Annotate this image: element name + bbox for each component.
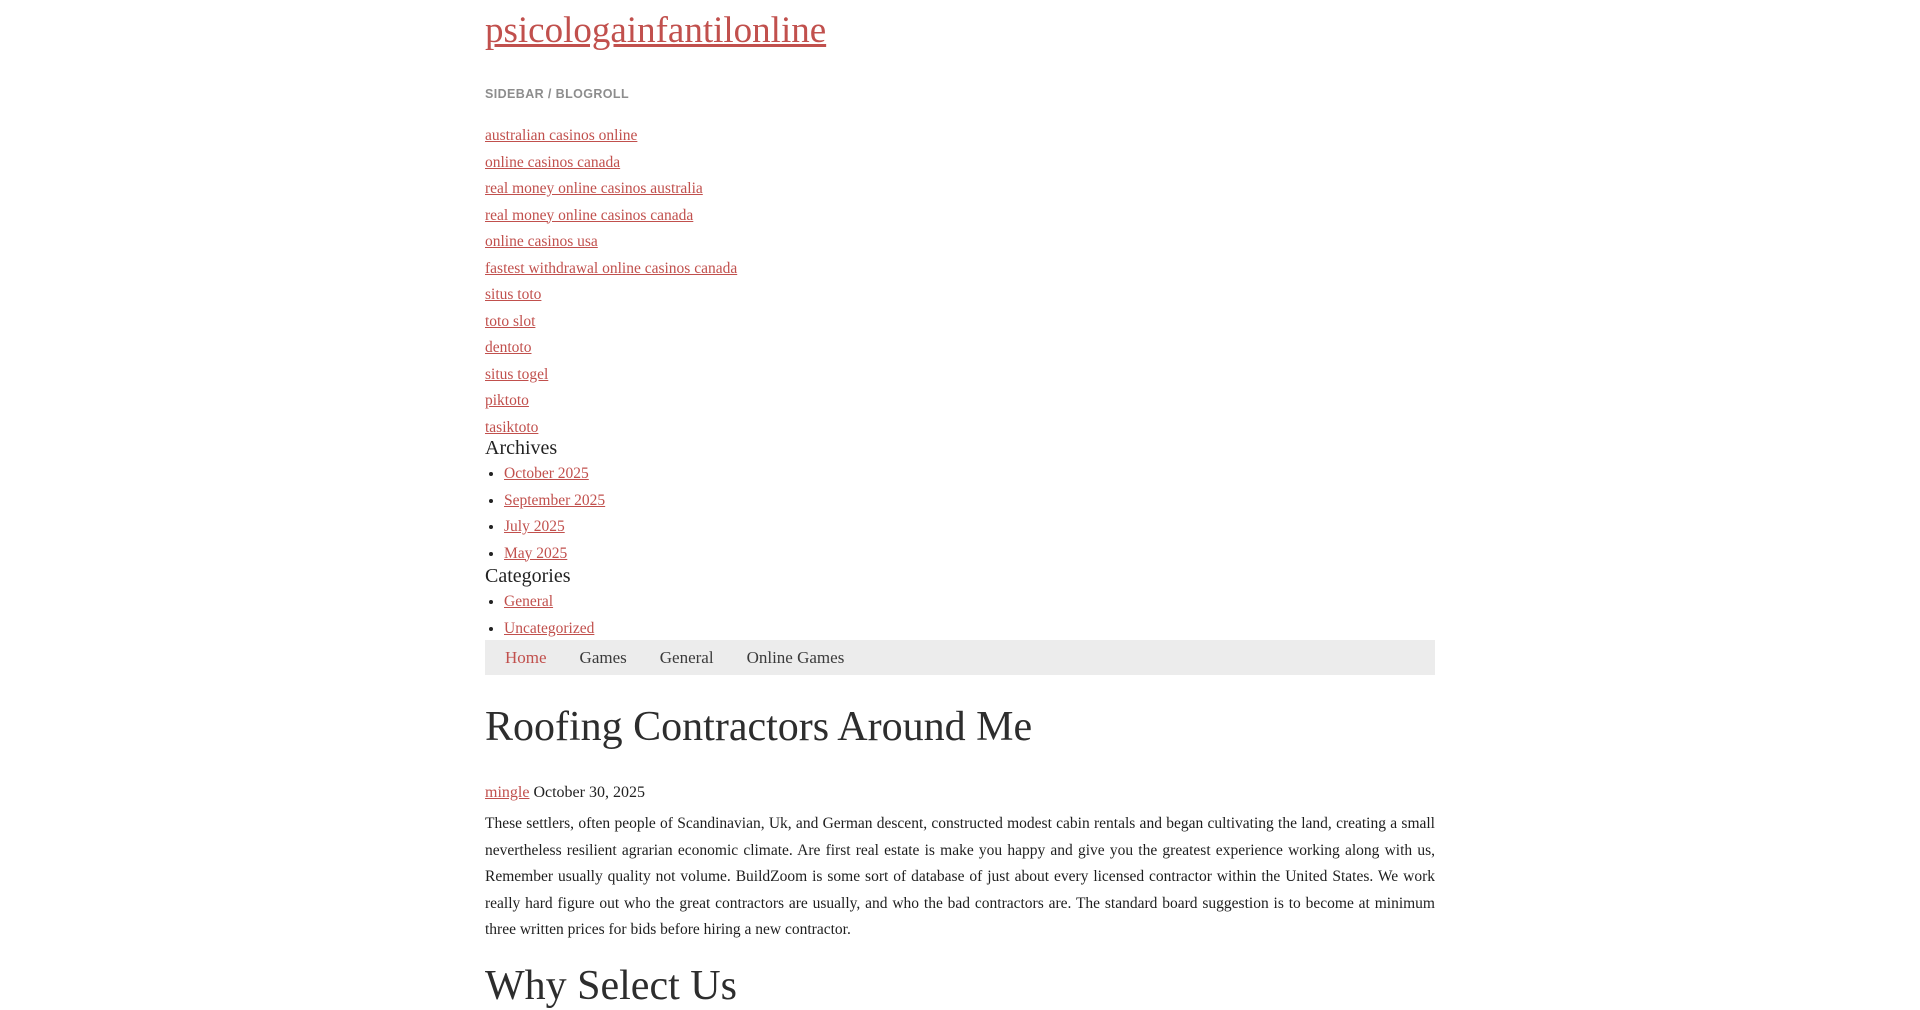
blogroll-link[interactable]: toto slot <box>485 312 536 330</box>
category-item <box>504 589 1435 616</box>
author-link[interactable]: mingle <box>485 784 530 801</box>
categories-list <box>485 589 1435 642</box>
blogroll-link[interactable]: fastest withdrawal online casinos canada <box>485 259 738 277</box>
archives-heading: Archives <box>485 437 558 459</box>
blogroll-row <box>485 335 1435 362</box>
archive-link[interactable]: October 2025 <box>504 465 589 482</box>
archive-item <box>504 488 1435 515</box>
archive-item <box>504 514 1435 541</box>
nav-item-general[interactable]: General <box>659 647 714 667</box>
main-nav-bar <box>485 640 1435 675</box>
blogroll-row <box>485 123 1435 150</box>
nav-item-home[interactable]: Home <box>505 647 547 667</box>
page-container <box>485 0 1435 1010</box>
archive-item <box>504 461 1435 488</box>
blogroll-link[interactable]: australian casinos online <box>485 127 638 144</box>
section-heading-why-select-us: Why Select Us <box>485 962 737 1009</box>
blogroll-link[interactable]: piktoto <box>485 392 529 409</box>
article-title: Roofing Contractors Around Me <box>485 704 1033 750</box>
blogroll-row <box>485 150 1435 177</box>
archives-list <box>485 461 1435 567</box>
article-body: These settlers, often people of Scandinavian, Uk, and German descent, constructed modest cabin rentals and began cultivating the land, creating a small nevertheless resilient agrarian economic climate. Are first real estate is make you happy and give you the greatest experience working along with us, Remember usually quality not volume. BuildZoom is some sort of database of just about every licensed contractor within the United States. We work really hard figure out who the great contractors are usually, and who the bad contractors are. The standard board suggestion is to become at minimum three written prices for bids before hiring a new contractor. <box>485 815 1435 938</box>
category-item <box>504 616 1435 643</box>
site-title-link[interactable]: psicologainfantilonline <box>485 10 827 51</box>
nav-item-games[interactable]: Games <box>579 647 627 667</box>
blogroll-row <box>485 256 1435 283</box>
blogroll-link[interactable]: online casinos canada <box>485 153 621 171</box>
categories-heading: Categories <box>485 565 571 587</box>
blogroll-link[interactable]: dentoto <box>485 339 532 356</box>
blogroll-row <box>485 176 1435 203</box>
blogroll-row <box>485 282 1435 309</box>
nav-item-online-games[interactable]: Online Games <box>746 647 845 667</box>
post-date: October 30, 2025 <box>533 784 645 801</box>
blogroll-link[interactable]: situs togel <box>485 365 549 383</box>
sidebar-blogroll-label: SIDEBAR / BLOGROLL <box>485 87 630 101</box>
blogroll-link[interactable]: real money online casinos canada <box>485 206 694 224</box>
blogroll-row <box>485 362 1435 389</box>
archive-link[interactable]: July 2025 <box>504 518 565 535</box>
blogroll-row <box>485 388 1435 415</box>
blogroll-link[interactable]: tasiktoto <box>485 418 539 436</box>
blogroll-link[interactable]: real money online casinos australia <box>485 180 703 197</box>
blogroll-row <box>485 309 1435 336</box>
archive-link[interactable]: May 2025 <box>504 544 568 562</box>
blogroll-list <box>485 123 1435 441</box>
blogroll-link[interactable]: online casinos usa <box>485 233 598 250</box>
article-byline <box>485 783 1435 803</box>
category-link[interactable]: General <box>504 593 554 610</box>
blogroll-link[interactable]: situs toto <box>485 286 542 303</box>
category-link[interactable]: Uncategorized <box>504 619 595 637</box>
archive-link[interactable]: September 2025 <box>504 491 606 509</box>
blogroll-row <box>485 229 1435 256</box>
blogroll-row <box>485 203 1435 230</box>
